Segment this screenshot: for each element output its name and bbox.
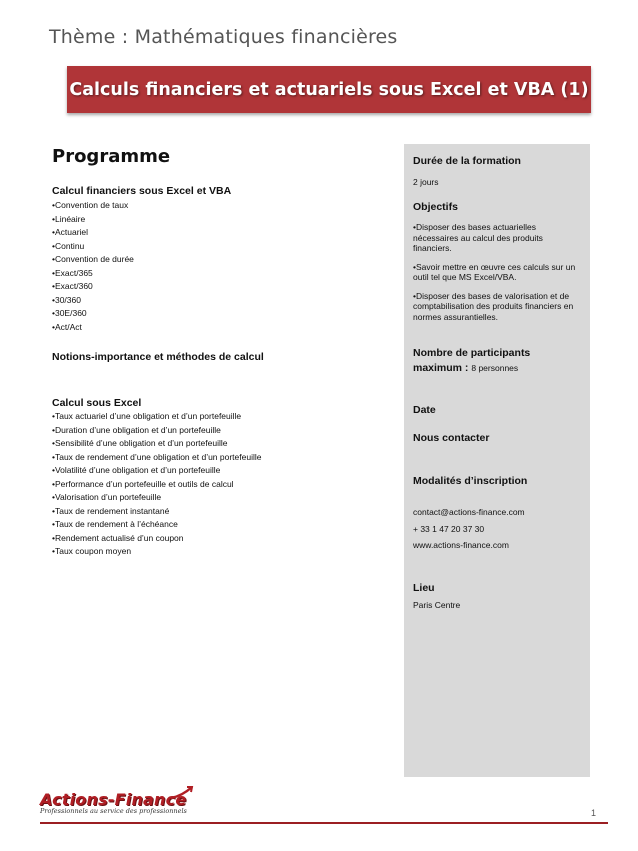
list-item: •30E/360 xyxy=(52,308,87,318)
lieu-block xyxy=(413,582,583,611)
list-item: •Taux actuariel d’une obligation et d’un portefeuille xyxy=(52,411,242,421)
programme-column xyxy=(52,146,392,559)
modalites-block xyxy=(413,475,583,551)
duree-heading: Durée de la formation xyxy=(413,155,521,167)
logo-tagline: Professionnels au service des professionnels xyxy=(40,807,187,815)
contact-heading: Nous contacter xyxy=(413,432,490,444)
swoosh-icon xyxy=(170,786,194,800)
section-calcul-financiers-list xyxy=(52,199,392,334)
date-heading: Date xyxy=(413,404,436,416)
list-item: •Act/Act xyxy=(52,321,82,332)
participants-value: 8 personnes xyxy=(471,363,519,373)
contact-email-link[interactable]: contact@actions-finance.com xyxy=(413,507,525,517)
participants-max-line xyxy=(413,362,583,374)
section-notions-title: Notions-importance et méthodes de calcul xyxy=(52,351,264,363)
duree-block xyxy=(413,155,583,188)
actions-finance-logo xyxy=(40,790,187,815)
section-calcul-excel-list xyxy=(52,410,392,559)
programme-heading: Programme xyxy=(52,146,171,167)
page-number: 1 xyxy=(591,808,597,818)
list-item: •Convention de durée xyxy=(52,254,134,264)
list-item: •Taux de rendement d’une obligation et d’un portefeuille xyxy=(52,451,262,462)
contact-phone: + 33 1 47 20 37 30 xyxy=(413,523,485,534)
objectif-item: •Savoir mettre en œuvre ces calculs sur un outil tel que MS Excel/VBA. xyxy=(413,261,576,282)
list-item: •Sensibilité d’une obligation et d’un portefeuille xyxy=(52,438,228,448)
lieu-value: Paris Centre xyxy=(413,600,461,610)
lieu-heading: Lieu xyxy=(413,582,435,594)
contact-block xyxy=(413,432,583,444)
list-item: •Duration d’une obligation et d’un portefeuille xyxy=(52,424,221,435)
participants-block xyxy=(413,347,583,374)
date-block xyxy=(413,404,583,416)
modalites-heading: Modalités d’inscription xyxy=(413,475,528,487)
list-item: •30/360 xyxy=(52,294,81,305)
section-calcul-financiers-title: Calcul financiers sous Excel et VBA xyxy=(52,185,232,197)
objectif-item: •Disposer des bases actuarielles nécessaires au calcul des produits financiers. xyxy=(413,222,543,253)
list-item: •Exact/360 xyxy=(52,281,93,291)
list-item: •Actuariel xyxy=(52,227,89,237)
list-item: •Convention de taux xyxy=(52,200,129,210)
duree-value: 2 jours xyxy=(413,177,439,187)
section-calcul-excel-title: Calcul sous Excel xyxy=(52,397,142,409)
list-item: •Taux de rendement à l’échéance xyxy=(52,519,178,529)
info-sidebar xyxy=(404,144,590,777)
list-item: •Valorisation d’un portefeuille xyxy=(52,492,162,502)
logo-name: Actions-Finance xyxy=(40,790,187,809)
website-link[interactable]: www.actions-finance.com xyxy=(413,540,509,550)
title-banner xyxy=(67,66,591,113)
objectif-item: •Disposer des bases de valorisation et de comptabilisation des produits financiers en normes assurantielles. xyxy=(413,290,574,322)
list-item: •Volatilité d’une obligation et d’un portefeuille xyxy=(52,465,221,475)
list-item: •Rendement actualisé d’un coupon xyxy=(52,532,184,543)
list-item: •Exact/365 xyxy=(52,267,93,278)
theme-title: Thème : Mathématiques financières xyxy=(49,26,398,48)
footer-divider xyxy=(40,822,608,824)
participants-heading: Nombre de participants xyxy=(413,347,531,359)
list-item: •Continu xyxy=(52,240,85,251)
list-item: •Linéaire xyxy=(52,213,86,224)
participants-max-label: maximum : xyxy=(413,362,469,374)
banner-title: Calculs financiers et actuariels sous Excel et VBA (1) xyxy=(69,79,589,100)
objectifs-heading: Objectifs xyxy=(413,201,458,213)
objectifs-block xyxy=(413,201,583,322)
list-item: •Taux coupon moyen xyxy=(52,546,132,556)
list-item: •Taux de rendement instantané xyxy=(52,505,170,516)
list-item: •Performance d’un portefeuille et outils de calcul xyxy=(52,478,234,489)
